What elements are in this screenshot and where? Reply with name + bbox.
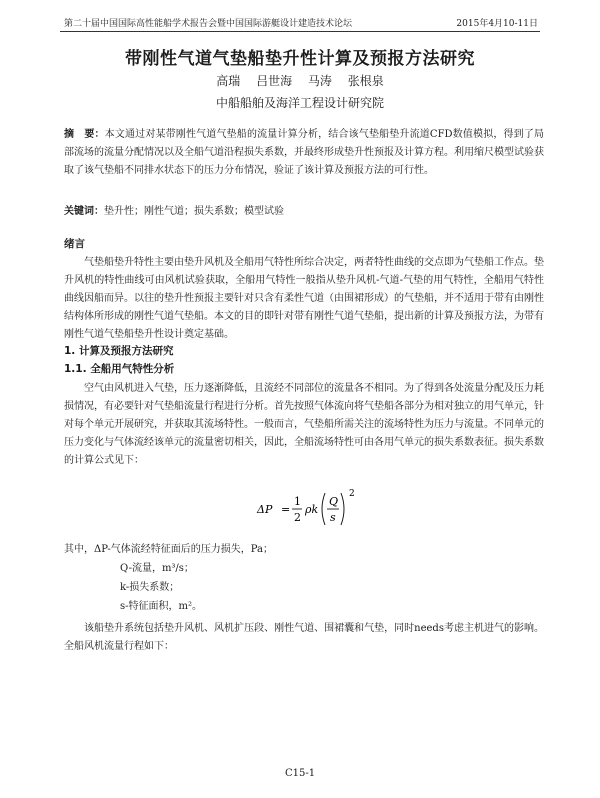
formula-rho-k: ρk	[305, 503, 319, 516]
running-header-left: 第二十届中国国际高性能船学术报告会暨中国国际游艇设计建造技术论坛	[64, 19, 353, 29]
formula-left-paren	[322, 493, 325, 525]
formula-right-paren	[341, 493, 344, 525]
formula-half-numerator: 1	[294, 495, 301, 508]
running-header-date: 2015年4月10-11日	[456, 19, 538, 29]
formula-exponent: 2	[349, 489, 355, 499]
where-label: 其中，	[64, 544, 94, 555]
author-name: 高瑞	[216, 74, 241, 88]
keywords-label: 关键词：	[64, 206, 104, 217]
keywords-text: 垫升性；刚性气道；损失系数；模型试验	[104, 206, 284, 217]
abstract	[64, 126, 544, 180]
intro-paragraph: 气垫船垫升特性主要由垫升风机及全船用气特性所综合决定，两者特性曲线的交点即为气垫船工作点。垫升风机的特性曲线可由风机试验获取，全船用气特性一般指从垫升风机-气道-气垫的用气特性，全船用气特性曲线因船而异。以往的垫升性预报主要针对只含有柔性气道（由围裙形成）的气垫船，并不适用于带有由刚性结构体所形成的刚性气道气垫船。本文的目的即针对带有刚性气道气垫船，提出新的计算及预报方法，为带有刚性气道气垫船垫升性设计奠定基础。	[64, 257, 544, 340]
abstract-text: 本文通过对某带刚性气道气垫船的流量计算分析，结合该气垫船垫升流道CFD数值模拟，得到了局部流场的流量分配情况以及全船气道沿程损失系数，并最终形成垫升性预报及计算方程。利用缩尺模型试验获取了该气垫船不同排水状态下的压力分布情况，验证了该计算及预报方法的可行性。	[64, 129, 545, 176]
definition-item: k-损失系数；	[120, 582, 180, 593]
author-name: 吕世海	[256, 74, 293, 88]
section-heading: 1. 计算及预报方法研究	[64, 345, 174, 357]
body-paragraph: 该船垫升系统包括垫升风机、风机扩压段、刚性气道、围裙囊和气垫，同时needs考虑主机进气的影响。全船风机流量行程如下：	[64, 623, 544, 652]
paper-title: 带刚性气道气垫船垫升性计算及预报方法研究	[125, 49, 475, 69]
author-name: 马涛	[307, 74, 332, 88]
abstract-label: 摘 要：	[64, 129, 105, 140]
page-number: C15-1	[284, 768, 316, 779]
definition-item: Q-流量，m³/s；	[120, 563, 194, 574]
formula-q: Q	[329, 495, 339, 508]
subsection-heading: 1.1. 全船用气特性分析	[64, 363, 175, 375]
formula-equals: =	[281, 503, 291, 516]
header-rule	[60, 31, 540, 32]
author-name: 张根泉	[347, 74, 384, 88]
intro-heading: 绪言	[64, 238, 85, 250]
where-clause	[64, 540, 273, 555]
formula-lhs: ΔP	[257, 503, 273, 516]
affiliation: 中船船舶及海洋工程设计研究院	[215, 96, 384, 110]
author-list	[0, 72, 600, 89]
formula-half-denominator: 2	[294, 511, 301, 524]
keywords	[64, 203, 544, 221]
body-paragraph: 空气由风机进入气垫，压力逐渐降低，且流经不同部位的流量各不相同。为了得到各处流量分配及压力耗损情况，有必要针对气垫船流量行程进行分析。首先按照气体流向将气垫船各部分为相对独立的用气单元，针对每个单元开展研究，并获取其流场特性。一般而言，气垫船所需关注的流场特性为压力与流量。不同单元的压力变化与气体流经该单元的流量密切相关，因此，全船流场特性可由各用气单元的损失系数表征。损失系数的计算公式见下：	[64, 383, 544, 466]
definition-item: s-特征面积，m²。	[120, 601, 203, 612]
formula-s: s	[330, 511, 336, 524]
definition-item: ΔP-气体流经特征面后的压力损失，Pa；	[94, 544, 274, 555]
loss-formula	[255, 487, 365, 531]
